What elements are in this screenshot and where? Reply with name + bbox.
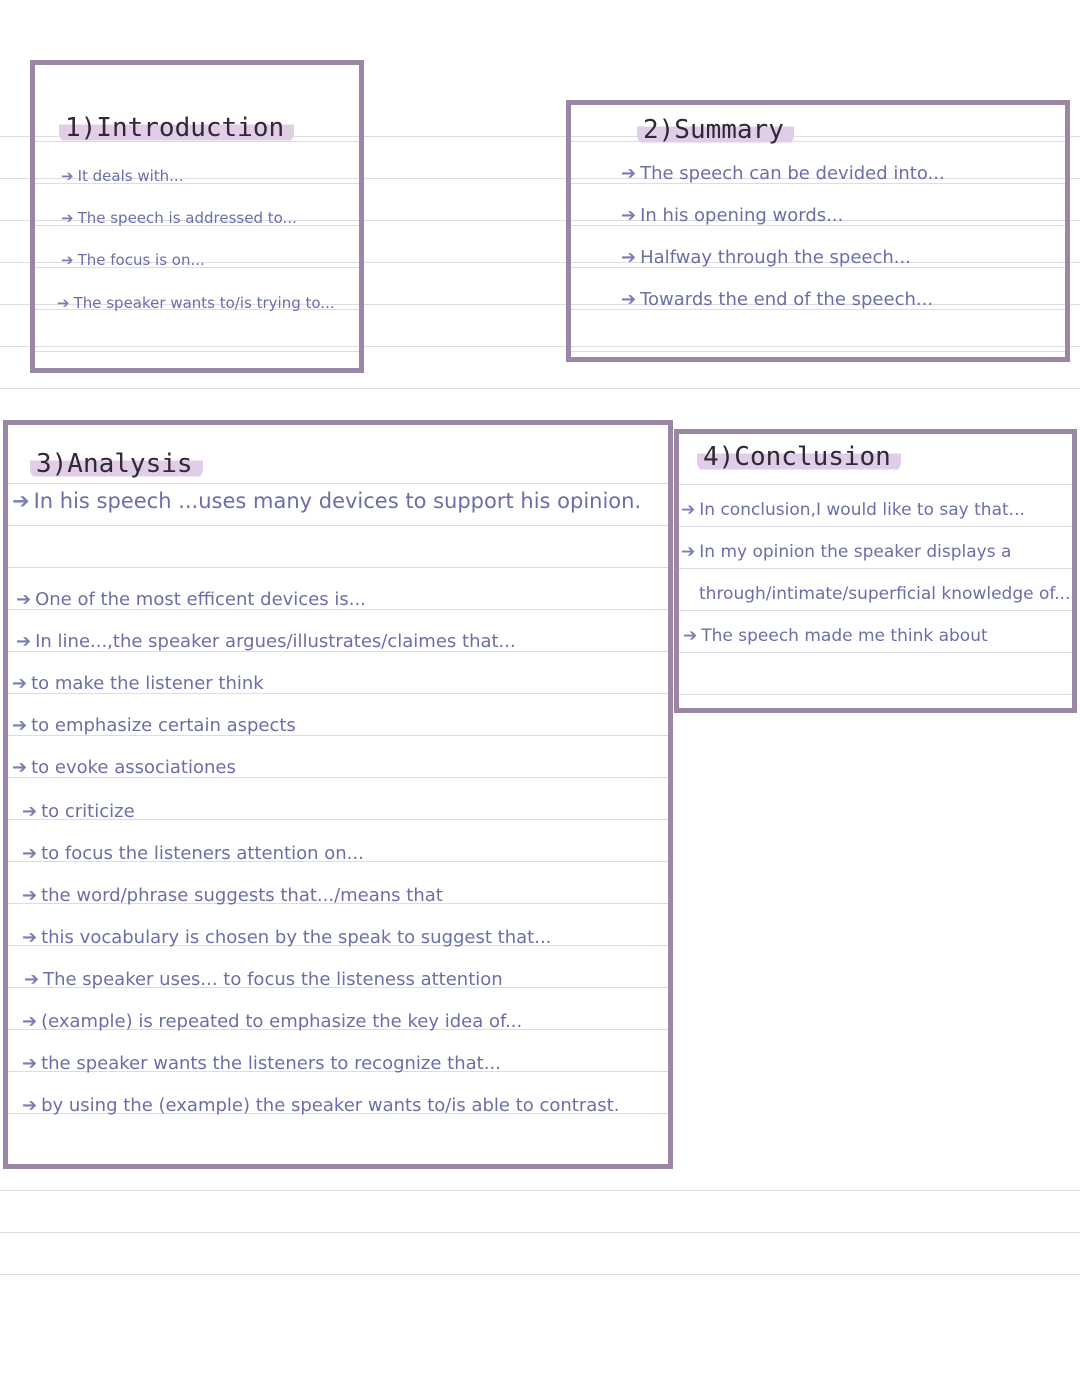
arrow-icon: ➔ xyxy=(61,209,74,227)
conclusion-box xyxy=(674,429,1077,713)
arrow-icon: ➔ xyxy=(22,927,38,948)
list-item: ➔ The focus is on... xyxy=(61,251,205,269)
arrow-icon: ➔ xyxy=(621,205,637,226)
arrow-icon: ➔ xyxy=(621,247,637,268)
list-item: ➔ The speaker wants to/is trying to... xyxy=(57,294,335,312)
arrow-icon: ➔ xyxy=(61,167,74,185)
introduction-title: 1)Introduction xyxy=(59,113,294,143)
analysis-box xyxy=(3,420,673,1169)
list-item: ➔ In my opinion the speaker displays a xyxy=(681,542,1012,562)
arrow-icon: ➔ xyxy=(621,289,637,310)
list-item: ➔ the word/phrase suggests that.../means that xyxy=(22,885,443,906)
arrow-icon: ➔ xyxy=(16,631,32,652)
list-item: ➔ (example) is repeated to emphasize the key idea of... xyxy=(22,1011,523,1032)
arrow-icon: ➔ xyxy=(12,673,28,694)
arrow-icon: ➔ xyxy=(22,843,38,864)
list-item: ➔ The speech is addressed to... xyxy=(61,209,297,227)
list-item: ➔ The speech can be devided into... xyxy=(621,163,945,184)
list-item: ➔ this vocabulary is chosen by the speak to suggest that... xyxy=(22,927,552,948)
list-item: ➔ to make the listener think xyxy=(12,673,264,694)
list-item: ➔ In his opening words... xyxy=(621,205,844,226)
list-item: ➔ One of the most efficent devices is... xyxy=(16,589,366,610)
analysis-title: 3)Analysis xyxy=(30,449,203,479)
arrow-icon: ➔ xyxy=(22,885,38,906)
arrow-icon: ➔ xyxy=(22,1011,38,1032)
list-item: ➔ The speech made me think about xyxy=(683,626,988,646)
arrow-icon: ➔ xyxy=(24,969,40,990)
list-item: ➔ Towards the end of the speech... xyxy=(621,289,934,310)
arrow-icon: ➔ xyxy=(22,801,38,822)
summary-title: 2)Summary xyxy=(637,115,794,145)
list-item: ➔ to criticize xyxy=(22,801,135,822)
list-item: ➔ to focus the listeners attention on... xyxy=(22,843,364,864)
arrow-icon: ➔ xyxy=(12,757,28,778)
arrow-icon: ➔ xyxy=(683,626,698,646)
analysis-intro-line: ➔ In his speech ...uses many devices to support his opinion. xyxy=(12,489,642,513)
arrow-icon: ➔ xyxy=(57,294,70,312)
arrow-icon: ➔ xyxy=(681,500,696,520)
list-item: ➔ It deals with... xyxy=(61,167,184,185)
arrow-icon: ➔ xyxy=(16,589,32,610)
list-item: ➔ In conclusion,I would like to say that... xyxy=(681,500,1025,520)
list-item: ➔ The speaker uses... to focus the listeness attention xyxy=(24,969,503,990)
list-item: ➔ In line...,the speaker argues/illustrates/claimes that... xyxy=(16,631,516,652)
list-item: ➔ the speaker wants the listeners to recognize that... xyxy=(22,1053,501,1074)
arrow-icon: ➔ xyxy=(22,1053,38,1074)
arrow-icon: ➔ xyxy=(61,251,74,269)
arrow-icon: ➔ xyxy=(12,489,30,513)
arrow-icon: ➔ xyxy=(621,163,637,184)
list-item: ➔ Halfway through the speech... xyxy=(621,247,911,268)
conclusion-title: 4)Conclusion xyxy=(697,442,901,472)
list-item: through/intimate/superficial knowledge of... xyxy=(699,584,1071,604)
arrow-icon: ➔ xyxy=(22,1095,38,1116)
arrow-icon: ➔ xyxy=(681,542,696,562)
list-item: ➔ to evoke associationes xyxy=(12,757,236,778)
list-item: ➔ to emphasize certain aspects xyxy=(12,715,296,736)
list-item: ➔ by using the (example) the speaker wants to/is able to contrast. xyxy=(22,1095,620,1116)
introduction-box xyxy=(30,60,364,373)
arrow-icon: ➔ xyxy=(12,715,28,736)
summary-box xyxy=(566,100,1070,362)
